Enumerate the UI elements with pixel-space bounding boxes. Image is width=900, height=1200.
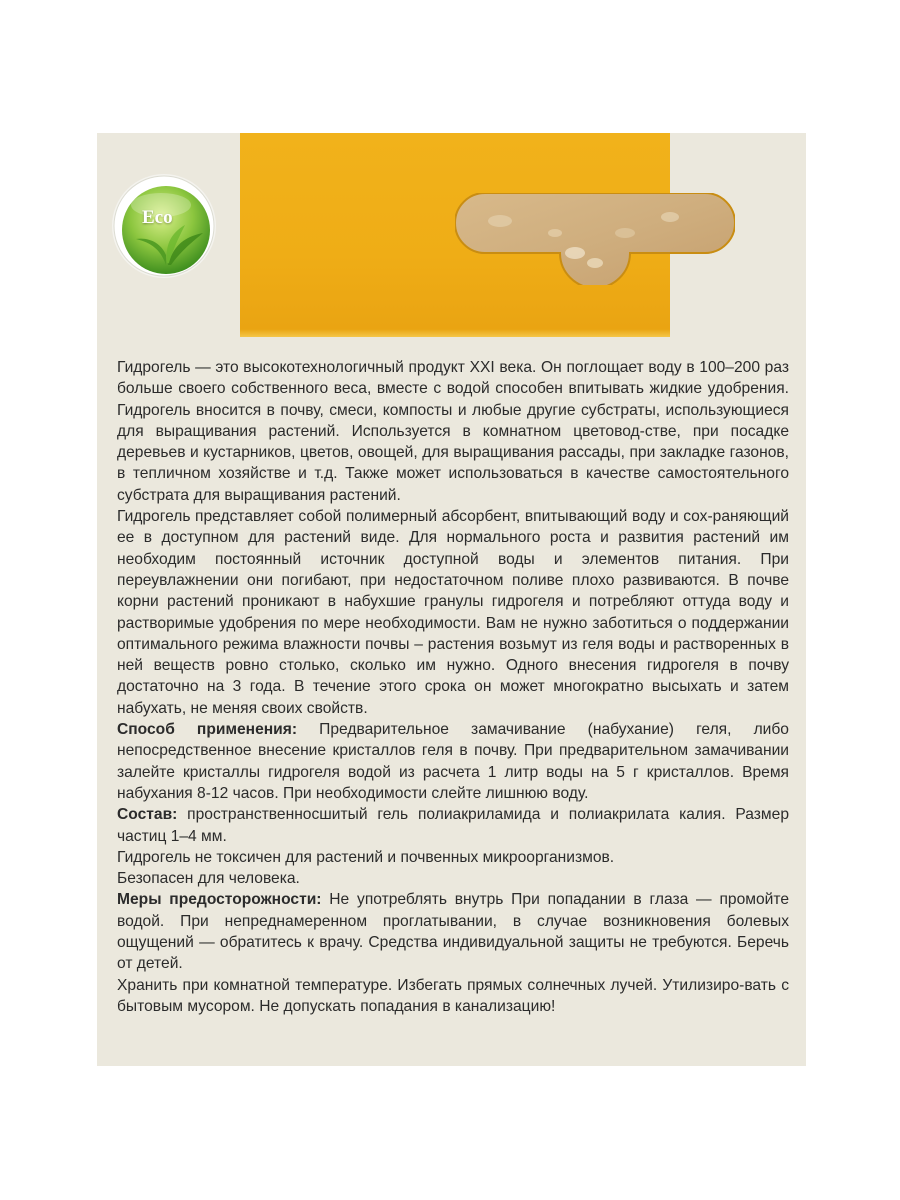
safety-line-plants: Гидрогель не токсичен для растений и почвенных микроорганизмов. [117, 848, 615, 866]
composition-section [117, 804, 789, 847]
usage-text: Предварительное замачивание (набухание) геля, либо непосредственное внесение кристаллов геля в почву. При предварительном замачивании залейте кристаллы гидрогеля водой из расчета 1 литр воды на 5 г кристаллов. Время набухания 8-12 часов. При необходимости слейте лишнюю воду. [117, 721, 789, 802]
paragraph-details: Гидрогель представляет собой полимерный абсорбент, впитывающий воду и сох-раняющий ее в доступном для растений виде. Для нормального роста и развития растений им необходим постоянный источник доступной воды и элементов питания. При переувлажнении они погибают, при недостаточном поливе плохо развиваются. В почве корни растений проникают в набухшие гранулы гидрогеля и потребляют оттуда воду и растворимые удобрения по мере необходимости. Вам не нужно заботиться о поддержании оптимального режима влажности почвы – растения возьмут из геля воды и растворенных в ней веществ ровно столько, сколько им нужно. Одного внесения гидрогеля в почву достаточно на 3 года. В течение этого срока он может многократно высыхать и затем набухать, не меняя своих свойств. [117, 508, 789, 717]
storage-instructions: Хранить при комнатной температуре. Избегать прямых солнечных лучей. Утилизиро-вать с бытовым мусором. Не допускать попадания в канализацию! [117, 976, 789, 1015]
panel-edge [240, 329, 670, 337]
paragraph-intro: Гидрогель — это высокотехнологичный продукт XXI века. Он поглощает воду в 100–200 раз больше своего собственного веса, вместе с водой способен впитывать жидкие удобрения. Гидрогель вносится в почву, смеси, компосты и любые другие субстраты, использующиеся для выращивания растений. Используется в комнатном цветовод-стве, при посадке деревьев и кустарников, цветов, овощей, для выращивания рассады, при закладке газонов, в тепличном хозяйстве и т.д. Также может использоваться в качестве самостоятельного субстрата для выращивания растений. [117, 359, 789, 504]
product-description [117, 357, 789, 1017]
precautions-section [117, 889, 789, 974]
usage-label: Способ применения: [117, 721, 298, 739]
package-back [97, 133, 806, 1066]
composition-text: пространственносшитый гель полиакриламида и полиакрилата калия. Размер частиц 1–4 мм. [117, 806, 789, 845]
yellow-panel [240, 133, 670, 337]
usage-section [117, 719, 789, 804]
eco-badge [111, 173, 217, 279]
safety-line-humans: Безопасен для человека. [117, 870, 300, 888]
precautions-label: Меры предосторожности: [117, 891, 322, 909]
composition-label: Состав: [117, 806, 178, 824]
precautions-text: Не употреблять внутрь При попадании в глаза — промойте водой. При непреднамеренном проглатывании, в случае возникновения болевых ощущений — обратитесь к врачу. Средства индивидуальной защиты не требуются. Беречь от детей. [117, 891, 789, 973]
product-window [455, 193, 735, 285]
badge-label: Eco [142, 207, 173, 228]
